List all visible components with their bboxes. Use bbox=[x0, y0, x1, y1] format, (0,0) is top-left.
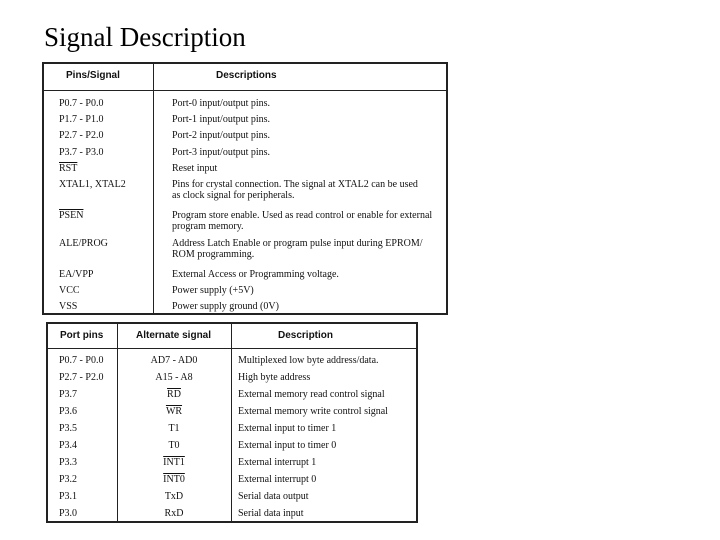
desc-line: ROM programming. bbox=[172, 249, 255, 260]
port-pin: P3.1 bbox=[59, 491, 78, 502]
signal-description: External input to timer 0 bbox=[238, 440, 337, 451]
desc-line: Address Latch Enable or program pulse input during EPROM/ bbox=[172, 238, 423, 249]
pin-description: Port-0 input/output pins. bbox=[172, 98, 271, 109]
port-pin: P2.7 - P2.0 bbox=[59, 372, 104, 383]
pin-name: $\overline{RST}$ bbox=[59, 163, 78, 174]
signal-description: Serial data input bbox=[238, 508, 304, 519]
alternate-signal: A15 - A8 bbox=[155, 372, 193, 383]
pin-name: XTAL1, XTAL2 bbox=[59, 179, 126, 190]
pin-description: Power supply ground (0V) bbox=[172, 301, 279, 312]
alternate-signal: INT1 bbox=[163, 457, 185, 468]
pin-description: Reset input bbox=[172, 163, 218, 174]
pin-name: PSEN bbox=[59, 210, 84, 221]
desc-line: program memory. bbox=[172, 221, 244, 232]
signal-description: High byte address bbox=[238, 372, 311, 383]
pin-description: Power supply (+5V) bbox=[172, 285, 254, 296]
pin-description: Port-3 input/output pins. bbox=[172, 147, 271, 158]
pin-name: VCC bbox=[59, 285, 80, 296]
port-pin: P3.5 bbox=[59, 423, 78, 434]
pin-name: VSS bbox=[59, 301, 78, 312]
pin-description: External Access or Programming voltage. bbox=[172, 269, 339, 280]
signal-description: External memory write control signal bbox=[238, 406, 388, 417]
port-pin: P3.4 bbox=[59, 440, 78, 451]
port-pin: P3.2 bbox=[59, 474, 78, 485]
signal-description: External memory read control signal bbox=[238, 389, 385, 400]
port-pin: P0.7 - P0.0 bbox=[59, 355, 104, 366]
pin-name: EA/VPP bbox=[59, 269, 94, 280]
port-pin: P3.0 bbox=[59, 508, 78, 519]
port-pin: P3.7 bbox=[59, 389, 78, 400]
signal-description: Multiplexed low byte address/data. bbox=[238, 355, 379, 366]
desc-line: Pins for crystal connection. The signal at XTAL2 can be used bbox=[172, 179, 418, 190]
header-descriptions: Descriptions bbox=[216, 70, 277, 81]
pin-description bbox=[172, 179, 444, 201]
pin-signal-table bbox=[42, 62, 448, 315]
signal-description: External interrupt 0 bbox=[238, 474, 317, 485]
slide-title: Signal Description bbox=[44, 22, 246, 52]
signal-description: Serial data output bbox=[238, 491, 309, 502]
desc-line: Program store enable. Used as read control or enable for external bbox=[172, 210, 433, 221]
pin-description bbox=[172, 238, 444, 260]
pin-name: P0.7 - P0.0 bbox=[59, 98, 104, 109]
pin-name: ALE/PROG bbox=[59, 238, 108, 249]
header-pins-signal: Pins/Signal bbox=[66, 70, 120, 81]
desc-line: as clock signal for peripherals. bbox=[172, 190, 295, 201]
header-port-pins: Port pins bbox=[60, 330, 104, 341]
pin-name: P3.7 - P3.0 bbox=[59, 147, 104, 158]
pin-description bbox=[172, 210, 444, 232]
port-pin: P3.3 bbox=[59, 457, 78, 468]
alternate-signal: TxD bbox=[164, 491, 184, 502]
alternate-signal: RxD bbox=[164, 508, 184, 519]
signal-description: External interrupt 1 bbox=[238, 457, 317, 468]
alternate-signal-table bbox=[46, 322, 418, 523]
alternate-signal: AD7 - AD0 bbox=[150, 355, 198, 366]
signal-description: External input to timer 1 bbox=[238, 423, 337, 434]
port-pin: P3.6 bbox=[59, 406, 78, 417]
header-alternate-signal: Alternate signal bbox=[136, 330, 212, 341]
alternate-signal: T0 bbox=[168, 440, 180, 451]
pin-name: P2.7 - P2.0 bbox=[59, 130, 104, 141]
alternate-signal: $\overline{RD}$ bbox=[167, 389, 181, 400]
pin-description: Port-1 input/output pins. bbox=[172, 114, 271, 125]
pin-name: P1.7 - P1.0 bbox=[59, 114, 104, 125]
pin-description: Port-2 input/output pins. bbox=[172, 130, 271, 141]
header-description: Description bbox=[278, 330, 334, 341]
alternate-signal: T1 bbox=[168, 423, 180, 434]
alternate-signal: INT0 bbox=[163, 474, 185, 485]
alternate-signal: $\overline{WR}$ bbox=[165, 406, 183, 417]
